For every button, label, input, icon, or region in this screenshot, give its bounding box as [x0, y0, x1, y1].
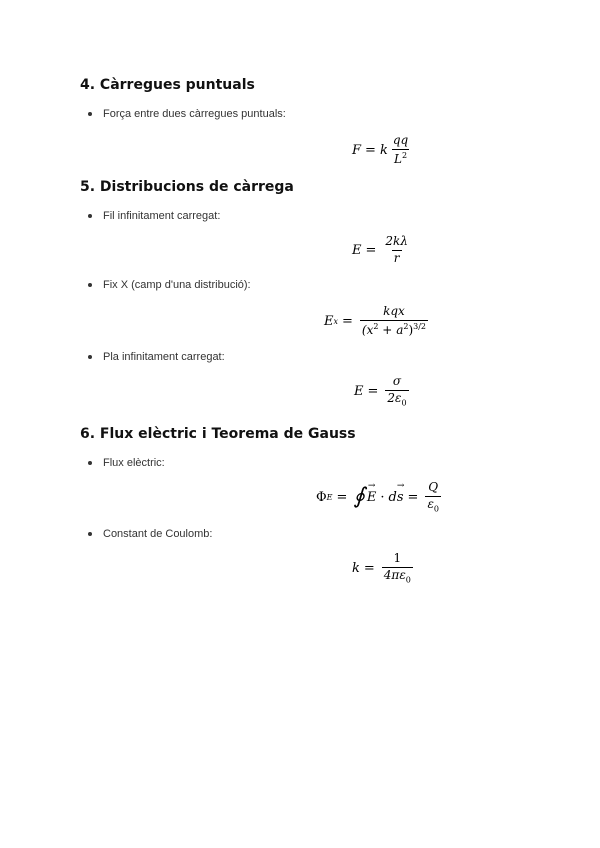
list-item-label: Flux elèctric:: [103, 457, 165, 469]
list-item-label: Fil infinitament carregat:: [103, 210, 221, 222]
bullet-icon: [88, 532, 92, 536]
formula-wire-field: E = $\frac{2k\lambda}{r}$: [352, 234, 408, 265]
vector-s: → s: [397, 490, 404, 505]
bullet-icon: [88, 214, 92, 218]
section-title-point-charges: 4. Càrregues puntuals: [80, 77, 255, 93]
bullet-icon: [88, 112, 92, 116]
integral-symbol: ∮: [353, 484, 365, 510]
list-item-label: Fix X (camp d'una distribució):: [103, 279, 251, 291]
fraction: $\frac{2k\lambda}{r}$: [385, 234, 408, 265]
list-item-label: Constant de Coulomb:: [103, 528, 213, 540]
bullet-icon: [88, 283, 92, 287]
list-item: [88, 457, 165, 469]
list-item-label: Força entre dues càrregues puntuals:: [103, 108, 286, 120]
list-item: [88, 528, 212, 540]
list-item: [88, 279, 251, 291]
vector-e: → E: [367, 490, 377, 505]
formula-coulomb-force: F = k $\frac{qq}{L^2}$: [352, 133, 409, 166]
fraction: $\frac{\text{kqx}}{(x^2 + a^2)^{3/2}}$: [361, 304, 426, 337]
formula-axis-field: E x = $\frac{\text{kqx}}{(x^2 + a^2)^{3/2}}$: [324, 304, 426, 337]
section-title-flux-gauss: 6. Flux elèctric i Teorema de Gauss: [80, 426, 356, 442]
formula-plane-field: E = $\frac{\sigma}{2\varepsilon_0}$: [354, 374, 407, 408]
section-title-charge-distributions: 5. Distribucions de càrrega: [80, 179, 294, 195]
bullet-icon: [88, 461, 92, 465]
list-item: [88, 108, 286, 120]
fraction: $\frac{Q}{\varepsilon_0}$: [427, 480, 439, 514]
bullet-icon: [88, 355, 92, 359]
list-item: [88, 351, 225, 363]
fraction: $\frac{\sigma}{2\varepsilon_0}$: [387, 374, 407, 408]
formula-coulomb-constant: k = $\frac{1}{4\pi\varepsilon_0}$: [352, 551, 411, 585]
fraction: $\frac{1}{4\pi\varepsilon_0}$: [383, 551, 411, 585]
list-item-label: Pla infinitament carregat:: [103, 351, 225, 363]
formula-flux: Φ E = ∮ → E · d → s = $\frac{Q}{\varepsilon_0}$: [316, 481, 444, 513]
list-item: [88, 210, 220, 222]
fraction: $\frac{qq}{L^2}$: [392, 133, 409, 166]
